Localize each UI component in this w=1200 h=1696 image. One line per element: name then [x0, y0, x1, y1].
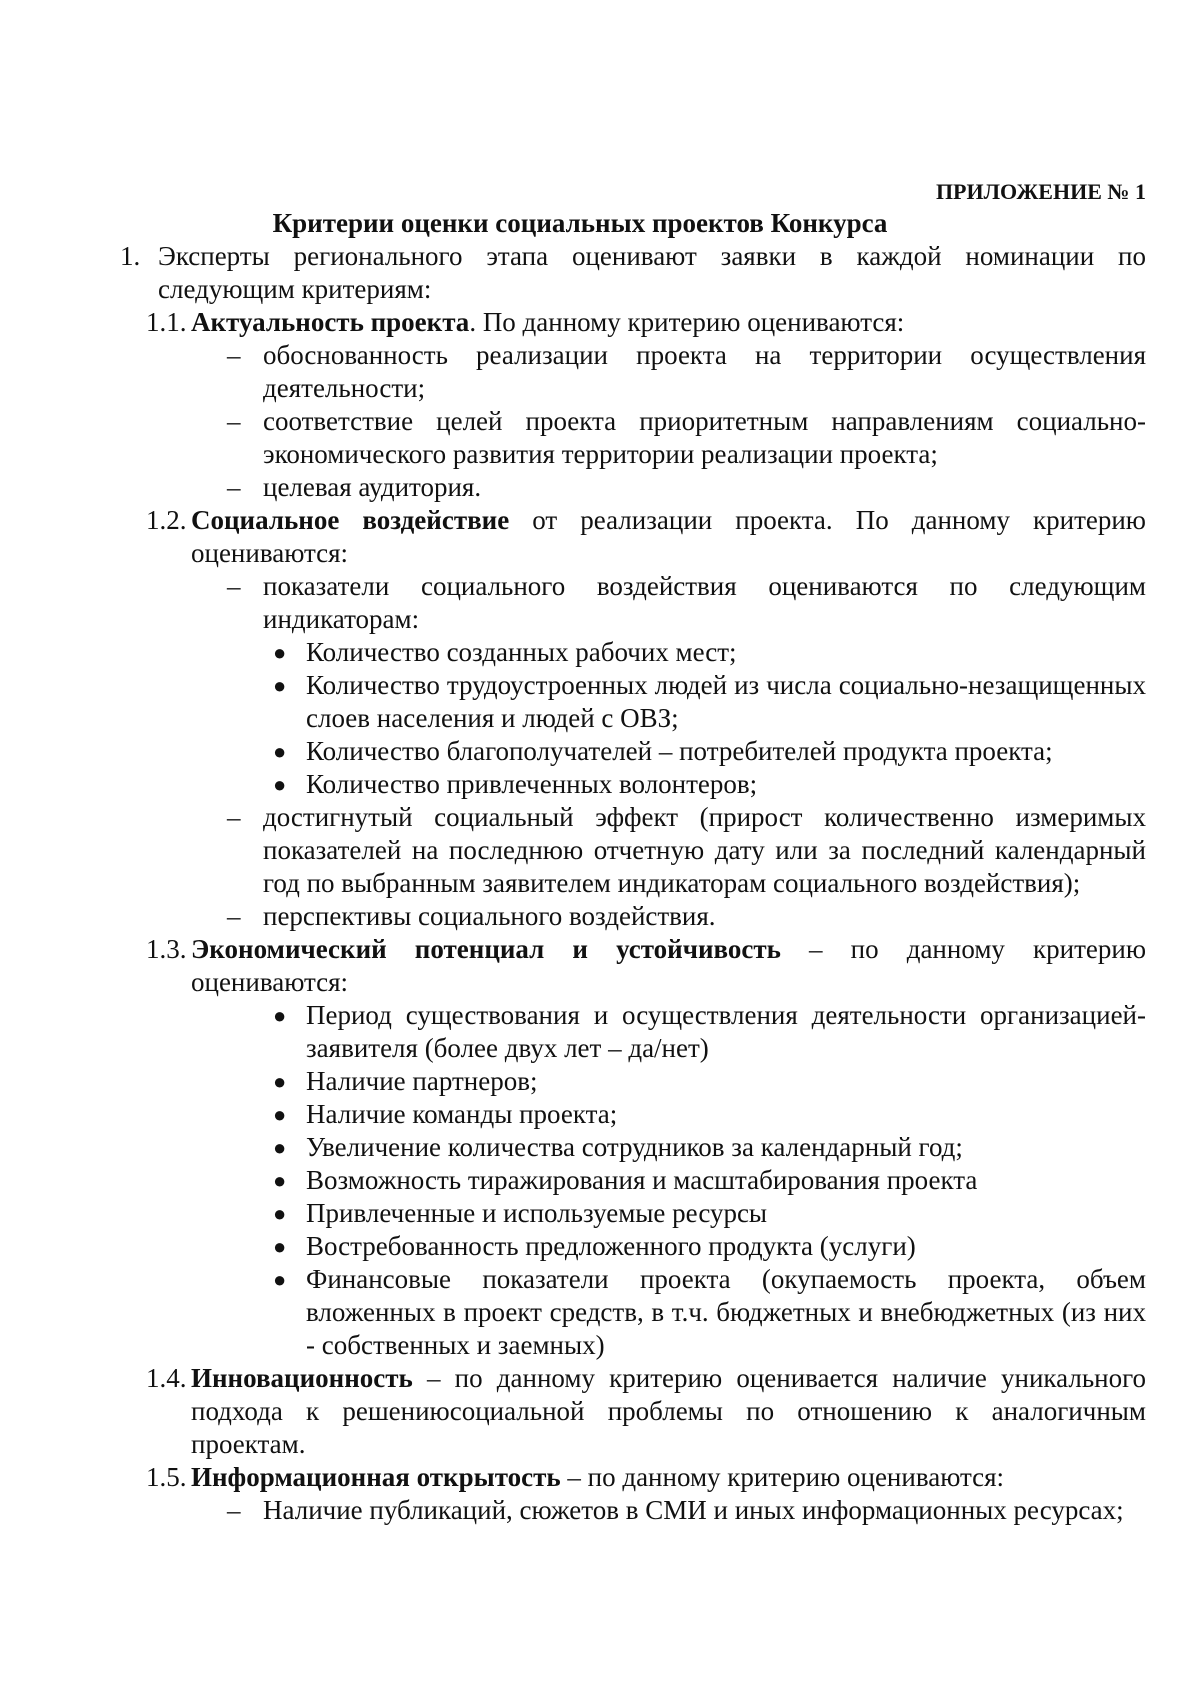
item-text: . По данному критерию оцениваются: [469, 307, 905, 337]
bullet-icon: ● [273, 772, 287, 797]
list-item [227, 570, 1146, 636]
dash-marker: – [227, 901, 241, 931]
item-text: Количество созданных рабочих мест; [306, 637, 737, 667]
item-text: – по данному критерию оценивается наличие уникального подхода к решениюсоциальной проблемы по отношению к аналогичным проектам. [191, 1363, 1146, 1459]
item-text: Эксперты регионального этапа оценивают заявки в каждой номинации по следующим критериям: [158, 241, 1146, 304]
item-text: Финансовые показатели проекта (окупаемость проекта, объем вложенных в проект средств, в т.ч. бюджетных и внебюджетных (из них - собственных и заемных) [306, 1264, 1146, 1360]
item-text: Возможность тиражирования и масштабирования проекта [306, 1165, 978, 1195]
list-item [227, 339, 1146, 405]
bullet-icon: ● [273, 1201, 287, 1226]
item-number: 1.1. [146, 307, 187, 337]
item-text: от реализации проекта. По данному критерию оцениваются: [191, 505, 1146, 568]
dash-marker: – [227, 406, 241, 436]
list-item [273, 1065, 1146, 1098]
list-item [227, 900, 1146, 933]
list-item [273, 636, 1146, 669]
list-item [273, 768, 1146, 801]
item-text: – по данному критерию оцениваются: [191, 934, 1146, 997]
item-number: 1. [120, 241, 141, 271]
item-text: целевая аудитория. [263, 472, 482, 502]
list-item [273, 999, 1146, 1065]
criterion-1-1 [146, 306, 1146, 339]
list-item [120, 240, 1146, 306]
bullet-icon: ● [273, 1135, 287, 1160]
criterion-1-5 [146, 1461, 1146, 1494]
list-item [273, 1098, 1146, 1131]
criterion-1-3 [146, 933, 1146, 999]
dash-marker: – [227, 472, 241, 502]
bullet-icon: ● [273, 1168, 287, 1193]
bullet-icon: ● [273, 739, 287, 764]
criterion-name: Актуальность проекта [191, 307, 470, 337]
item-text: Количество привлеченных волонтеров; [306, 769, 758, 799]
list-item [227, 801, 1146, 900]
item-text: Увеличение количества сотрудников за календарный год; [306, 1132, 963, 1162]
list-item [227, 471, 1146, 504]
bullet-icon: ● [273, 1003, 287, 1028]
list-item [273, 1263, 1146, 1362]
dash-marker: – [227, 802, 241, 832]
item-text: Количество трудоустроенных людей из числа социально-незащищенных слоев населения и людей с ОВЗ; [306, 670, 1146, 733]
list-item [273, 1197, 1146, 1230]
list-item [273, 1230, 1146, 1263]
criterion-name: Экономический потенциал и устойчивость [191, 934, 781, 964]
item-number: 1.4. [146, 1363, 187, 1393]
annex-label: ПРИЛОЖЕНИЕ № 1 [935, 179, 1146, 204]
item-text: Наличие публикаций, сюжетов в СМИ и иных информационных ресурсах; [263, 1495, 1124, 1525]
item-text: перспективы социального воздействия. [263, 901, 716, 931]
criterion-1-2 [146, 504, 1146, 570]
document-body [0, 178, 1200, 1527]
bullet-icon: ● [273, 640, 287, 665]
bullet-icon: ● [273, 1102, 287, 1127]
item-text: Период существования и осуществления деятельности организацией-заявителя (более двух лет – да/нет) [306, 1000, 1146, 1063]
bullet-icon: ● [273, 1267, 287, 1292]
list-item [273, 1164, 1146, 1197]
item-text: Привлеченные и используемые ресурсы [306, 1198, 768, 1228]
item-text: Востребованность предложенного продукта (услуги) [306, 1231, 916, 1261]
item-text: показатели социального воздействия оцениваются по следующим индикаторам: [263, 571, 1146, 634]
list-item [273, 735, 1146, 768]
criterion-name: Информационная открытость [191, 1462, 561, 1492]
document-title: Критерии оценки социальных проектов Конкурса [272, 208, 888, 238]
list-item [273, 669, 1146, 735]
item-number: 1.5. [146, 1462, 187, 1492]
item-text: Наличие партнеров; [306, 1066, 538, 1096]
item-text: Наличие команды проекта; [306, 1099, 618, 1129]
item-text: достигнутый социальный эффект (прирост количественно измеримых показателей на последнюю отчетную дату или за последний календарный год по выбранным заявителем индикаторам социального воздействия); [263, 802, 1146, 898]
list-item [273, 1131, 1146, 1164]
item-text: соответствие целей проекта приоритетным направлениям социально-экономического развития территории реализации проекта; [263, 406, 1146, 469]
dash-marker: – [227, 340, 241, 370]
item-text: – по данному критерию оцениваются: [560, 1462, 1005, 1492]
item-number: 1.2. [146, 505, 187, 535]
item-text: обоснованность реализации проекта на территории осуществления деятельности; [263, 340, 1146, 403]
bullet-icon: ● [273, 673, 287, 698]
dash-marker: – [227, 1495, 241, 1525]
bullet-icon: ● [273, 1234, 287, 1259]
item-text: Количество благополучателей – потребителей продукта проекта; [306, 736, 1053, 766]
item-number: 1.3. [146, 934, 187, 964]
criterion-name: Социальное воздействие [191, 505, 510, 535]
criterion-name: Инновационность [191, 1363, 413, 1393]
dash-marker: – [227, 571, 241, 601]
bullet-icon: ● [273, 1069, 287, 1094]
list-item [227, 1494, 1146, 1527]
criterion-1-4 [146, 1362, 1146, 1461]
list-item [227, 405, 1146, 471]
